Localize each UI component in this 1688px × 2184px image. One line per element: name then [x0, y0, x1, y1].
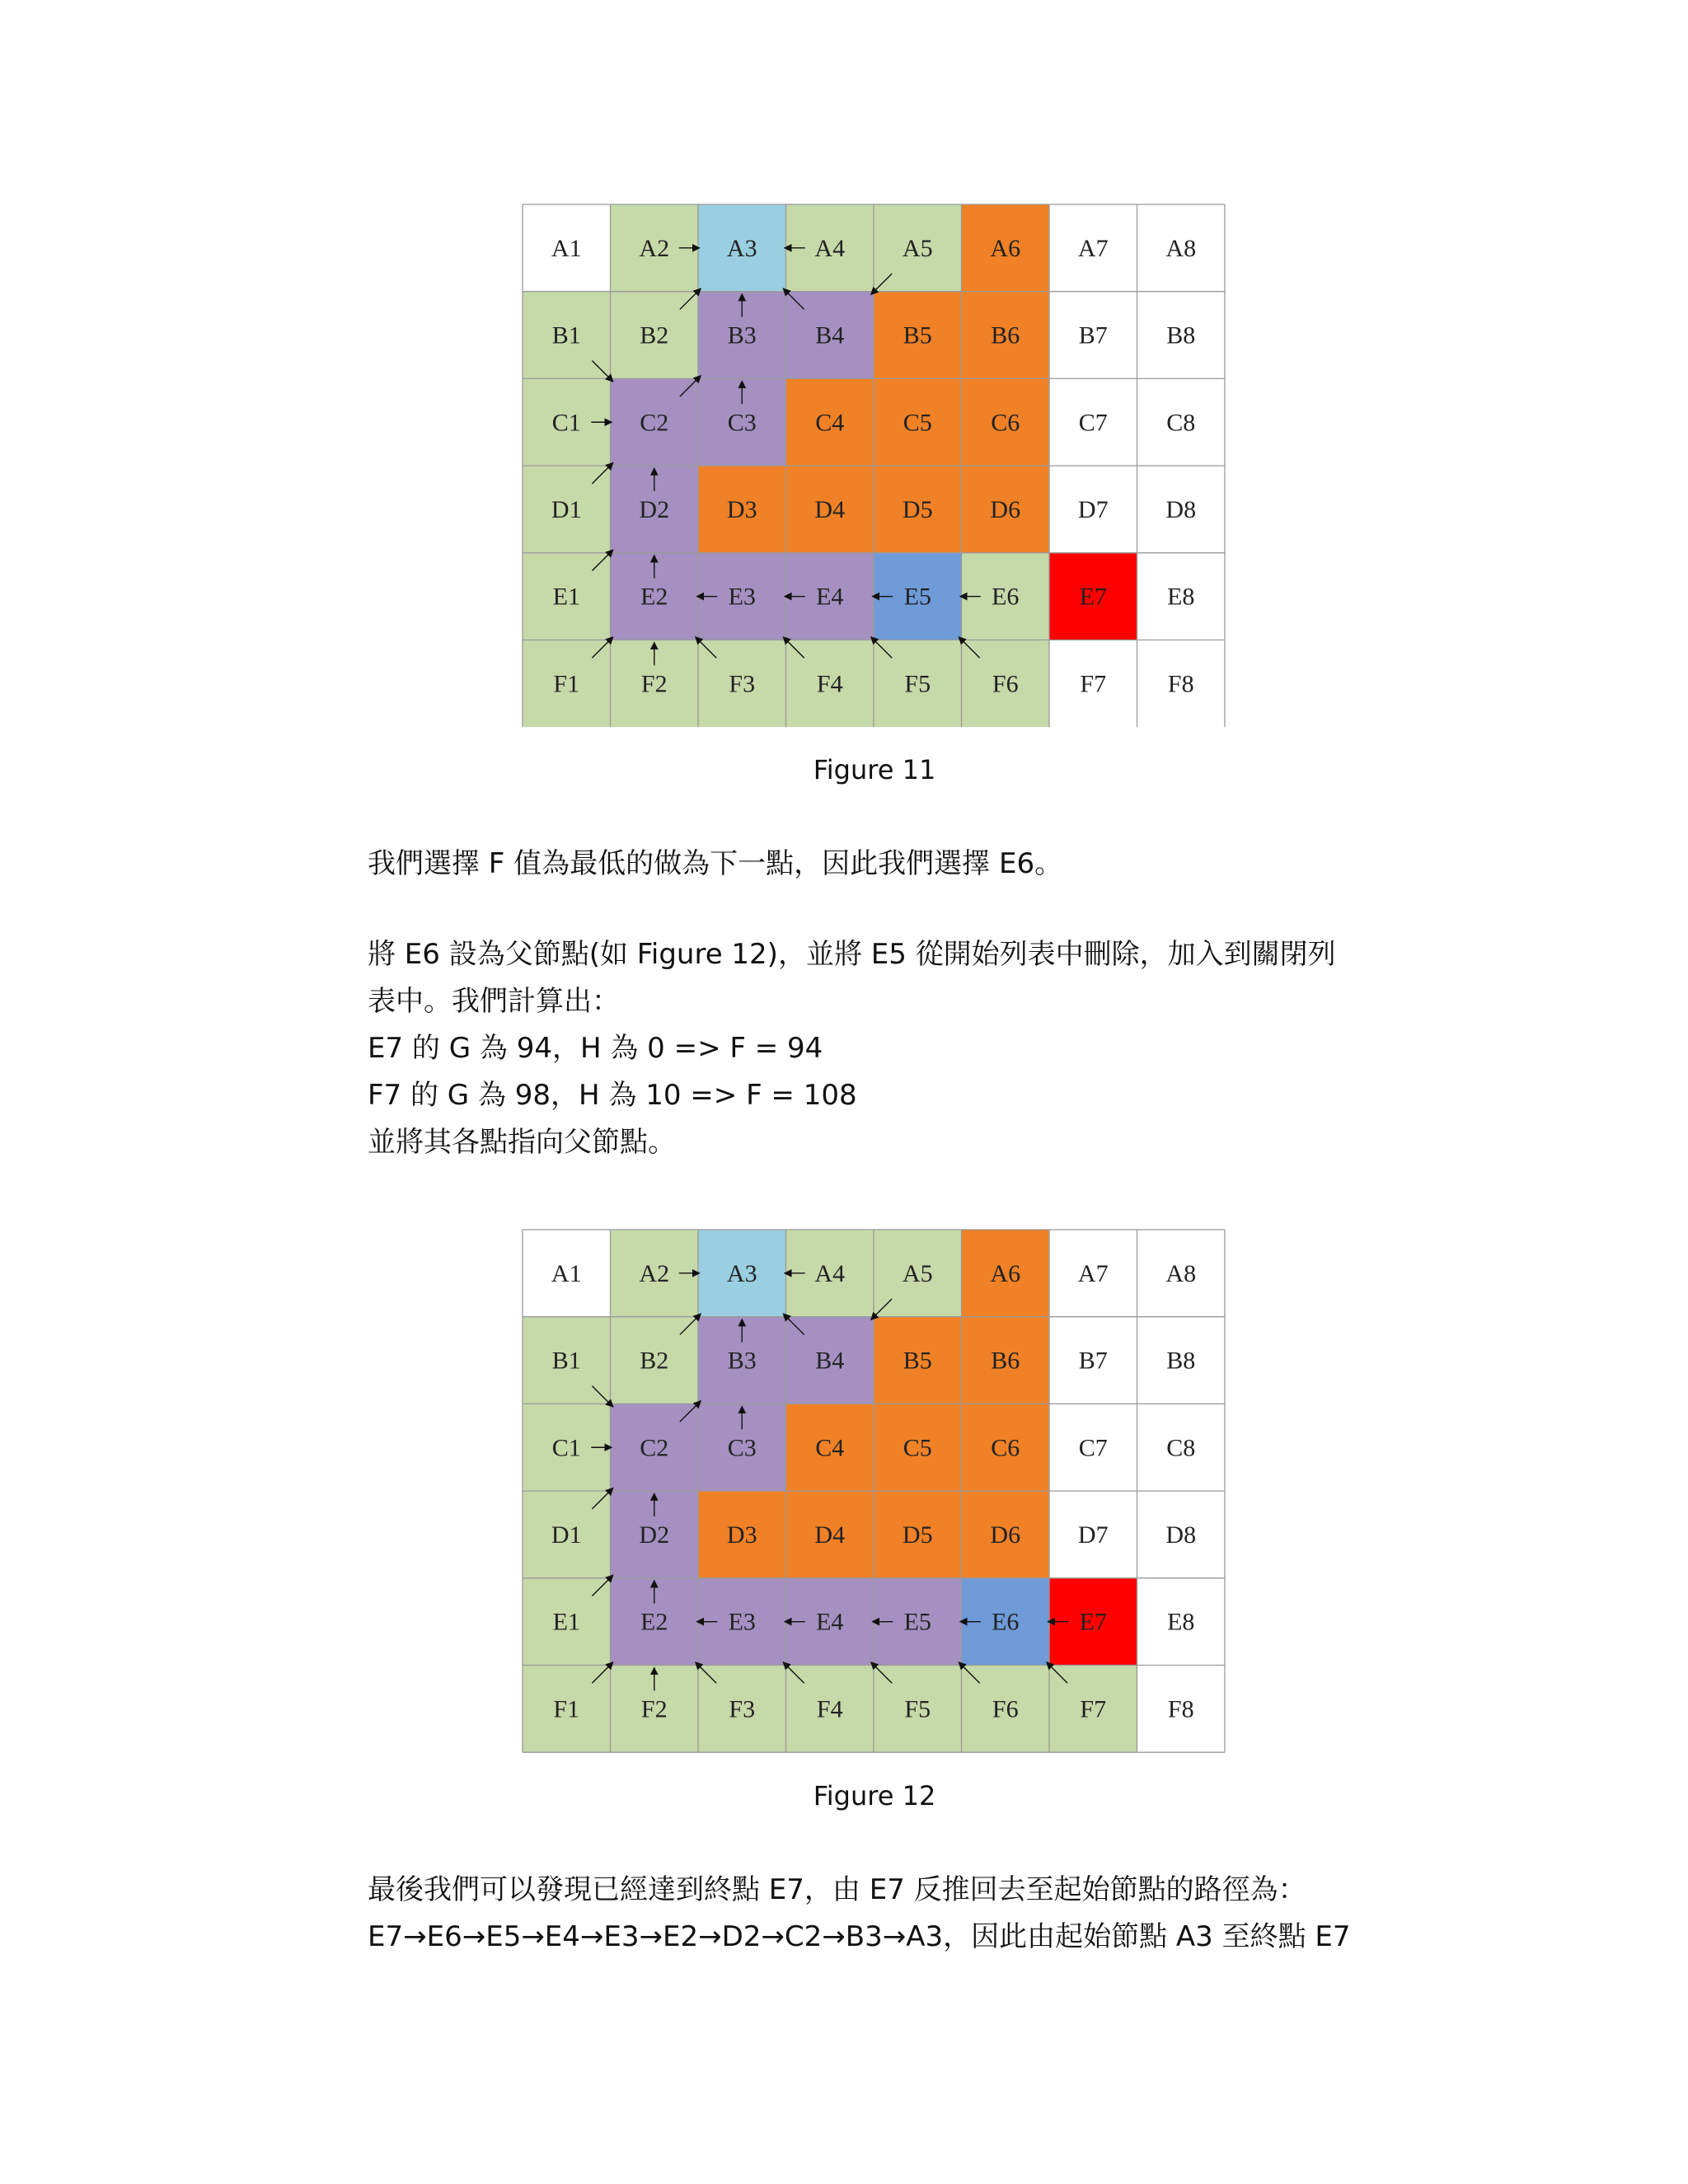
cell-label-F8: F8 [1167, 670, 1194, 698]
cell-label-B8: B8 [1166, 1347, 1196, 1375]
cell-label-E7: E7 [1079, 583, 1107, 611]
cell-label-D7: D7 [1077, 1521, 1109, 1549]
cell-label-D6: D6 [990, 1521, 1021, 1549]
paragraph-2-line-2: 表中。我們計算出： [368, 985, 620, 1018]
cell-label-B6: B6 [991, 1347, 1020, 1375]
cell-label-D5: D5 [902, 1521, 933, 1549]
cell-label-A7: A7 [1077, 234, 1109, 262]
cell-label-B5: B5 [903, 321, 932, 349]
cell-label-E3: E3 [728, 1608, 756, 1636]
cell-label-B8: B8 [1166, 321, 1196, 349]
cell-label-D3: D3 [726, 495, 757, 523]
paragraph-1 [368, 841, 1406, 888]
cell-label-B4: B4 [815, 1347, 845, 1375]
cell-label-A8: A8 [1165, 234, 1197, 262]
cell-label-E1: E1 [552, 583, 580, 611]
cell-label-B6: B6 [991, 321, 1020, 349]
figure-11-caption: Figure 11 [813, 754, 936, 785]
cell-label-C8: C8 [1166, 409, 1196, 437]
cell-label-A4: A4 [814, 1259, 846, 1287]
cell-label-B2: B2 [640, 1347, 669, 1375]
cell-label-C5: C5 [903, 1434, 932, 1462]
paragraph-2 [368, 931, 1406, 1166]
cell-label-F7: F7 [1080, 670, 1107, 698]
cell-label-F6: F6 [992, 670, 1019, 698]
cell-label-D2: D2 [639, 495, 670, 523]
cell-label-C4: C4 [815, 1434, 845, 1462]
cell-label-C7: C7 [1078, 409, 1108, 437]
cell-label-C6: C6 [991, 1434, 1020, 1462]
cell-label-A2: A2 [639, 234, 670, 262]
cell-label-D7: D7 [1077, 495, 1109, 523]
cell-label-A4: A4 [814, 234, 846, 262]
cell-label-C2: C2 [640, 1434, 669, 1462]
cell-label-C7: C7 [1078, 1434, 1108, 1462]
cell-label-B2: B2 [640, 321, 669, 349]
cell-label-E8: E8 [1167, 583, 1195, 611]
cell-label-D4: D4 [814, 495, 846, 523]
cell-label-E5: E5 [903, 583, 931, 611]
paragraph-2-line-1: 將 E6 設為父節點(如 Figure 12)，並將 E5 從開始列表中刪除，加入到關閉列 [368, 938, 1336, 971]
cell-label-A5: A5 [902, 234, 933, 262]
cell-label-B3: B3 [727, 1347, 757, 1375]
cell-label-C4: C4 [815, 409, 845, 437]
cell-label-B1: B1 [551, 321, 581, 349]
cell-label-D3: D3 [726, 1521, 757, 1549]
cell-label-E5: E5 [903, 1608, 931, 1636]
cell-label-D4: D4 [814, 1521, 846, 1549]
paragraph-2-line-4: F7 的 G 為 98，H 為 10 => F = 108 [368, 1079, 857, 1112]
cell-label-C6: C6 [991, 409, 1020, 437]
cell-label-A2: A2 [639, 1259, 670, 1287]
cell-label-E6: E6 [992, 583, 1020, 611]
cell-label-F2: F2 [640, 1695, 668, 1723]
paragraph-3-line-2: E7→E6→E5→E4→E3→E2→D2→C2→B3→A3，因此由起始節點 A3 至終點 E7 [368, 1920, 1351, 1953]
cell-label-F5: F5 [904, 670, 931, 698]
cell-label-D6: D6 [990, 495, 1021, 523]
cell-label-B5: B5 [903, 1347, 932, 1375]
figure-12-caption: Figure 12 [813, 1780, 936, 1811]
cell-label-E4: E4 [816, 1608, 844, 1636]
cell-label-A3: A3 [726, 1259, 757, 1287]
cell-label-B7: B7 [1078, 1347, 1108, 1375]
cell-label-A7: A7 [1077, 1259, 1109, 1287]
cell-label-A8: A8 [1165, 1259, 1197, 1287]
figure-11-grid [523, 204, 1225, 727]
cell-label-C8: C8 [1166, 1434, 1196, 1462]
cell-label-E8: E8 [1167, 1608, 1195, 1636]
cell-label-A5: A5 [902, 1259, 933, 1287]
cell-label-C3: C3 [727, 409, 757, 437]
cell-label-A1: A1 [551, 234, 582, 262]
cell-label-E2: E2 [640, 1608, 668, 1636]
cell-label-F8: F8 [1167, 1695, 1194, 1723]
cell-label-A1: A1 [551, 1259, 582, 1287]
cell-label-F4: F4 [816, 1695, 843, 1723]
cell-label-F7: F7 [1080, 1695, 1107, 1723]
cell-label-D8: D8 [1165, 495, 1197, 523]
cell-label-D5: D5 [902, 495, 933, 523]
cell-label-F2: F2 [640, 670, 668, 698]
cell-label-C5: C5 [903, 409, 932, 437]
cell-label-D8: D8 [1165, 1521, 1197, 1549]
cell-label-B7: B7 [1078, 321, 1108, 349]
cell-label-B3: B3 [727, 321, 757, 349]
cell-label-B4: B4 [815, 321, 845, 349]
cell-label-C1: C1 [551, 1434, 581, 1462]
cell-label-F4: F4 [816, 670, 843, 698]
paragraph-2-line-5: 並將其各點指向父節點。 [368, 1126, 676, 1159]
cell-label-D2: D2 [639, 1521, 670, 1549]
cell-label-F5: F5 [904, 1695, 931, 1723]
cell-label-E4: E4 [816, 583, 844, 611]
figure-12-grid [523, 1230, 1225, 1752]
cell-label-C3: C3 [727, 1434, 757, 1462]
cell-label-E7: E7 [1079, 1608, 1107, 1636]
figure-11-svg [523, 204, 1225, 727]
cell-label-B1: B1 [551, 1347, 581, 1375]
cell-label-D1: D1 [551, 1521, 582, 1549]
cell-label-F6: F6 [992, 1695, 1019, 1723]
cell-label-E6: E6 [992, 1608, 1020, 1636]
cell-label-F3: F3 [729, 670, 756, 698]
cell-label-C1: C1 [551, 409, 581, 437]
paragraph-1-line: 我們選擇 F 值為最低的做為下一點，因此我們選擇 E6。 [368, 847, 1063, 880]
paragraph-3-line-1: 最後我們可以發現已經達到終點 E7，由 E7 反推回去至起始節點的路徑為： [368, 1873, 1306, 1906]
cell-label-E1: E1 [552, 1608, 580, 1636]
cell-label-D1: D1 [551, 495, 582, 523]
cell-label-F3: F3 [729, 1695, 756, 1723]
cell-label-F1: F1 [553, 1695, 580, 1723]
paragraph-2-line-3: E7 的 G 為 94，H 為 0 => F = 94 [368, 1032, 823, 1065]
cell-label-A6: A6 [990, 1259, 1021, 1287]
cell-label-E3: E3 [728, 583, 756, 611]
cell-label-E2: E2 [640, 583, 668, 611]
figure-12-svg [523, 1230, 1225, 1752]
cell-label-A3: A3 [726, 234, 757, 262]
cell-label-C2: C2 [640, 409, 669, 437]
cell-label-F1: F1 [553, 670, 580, 698]
cell-label-A6: A6 [990, 234, 1021, 262]
paragraph-3 [368, 1867, 1406, 1961]
